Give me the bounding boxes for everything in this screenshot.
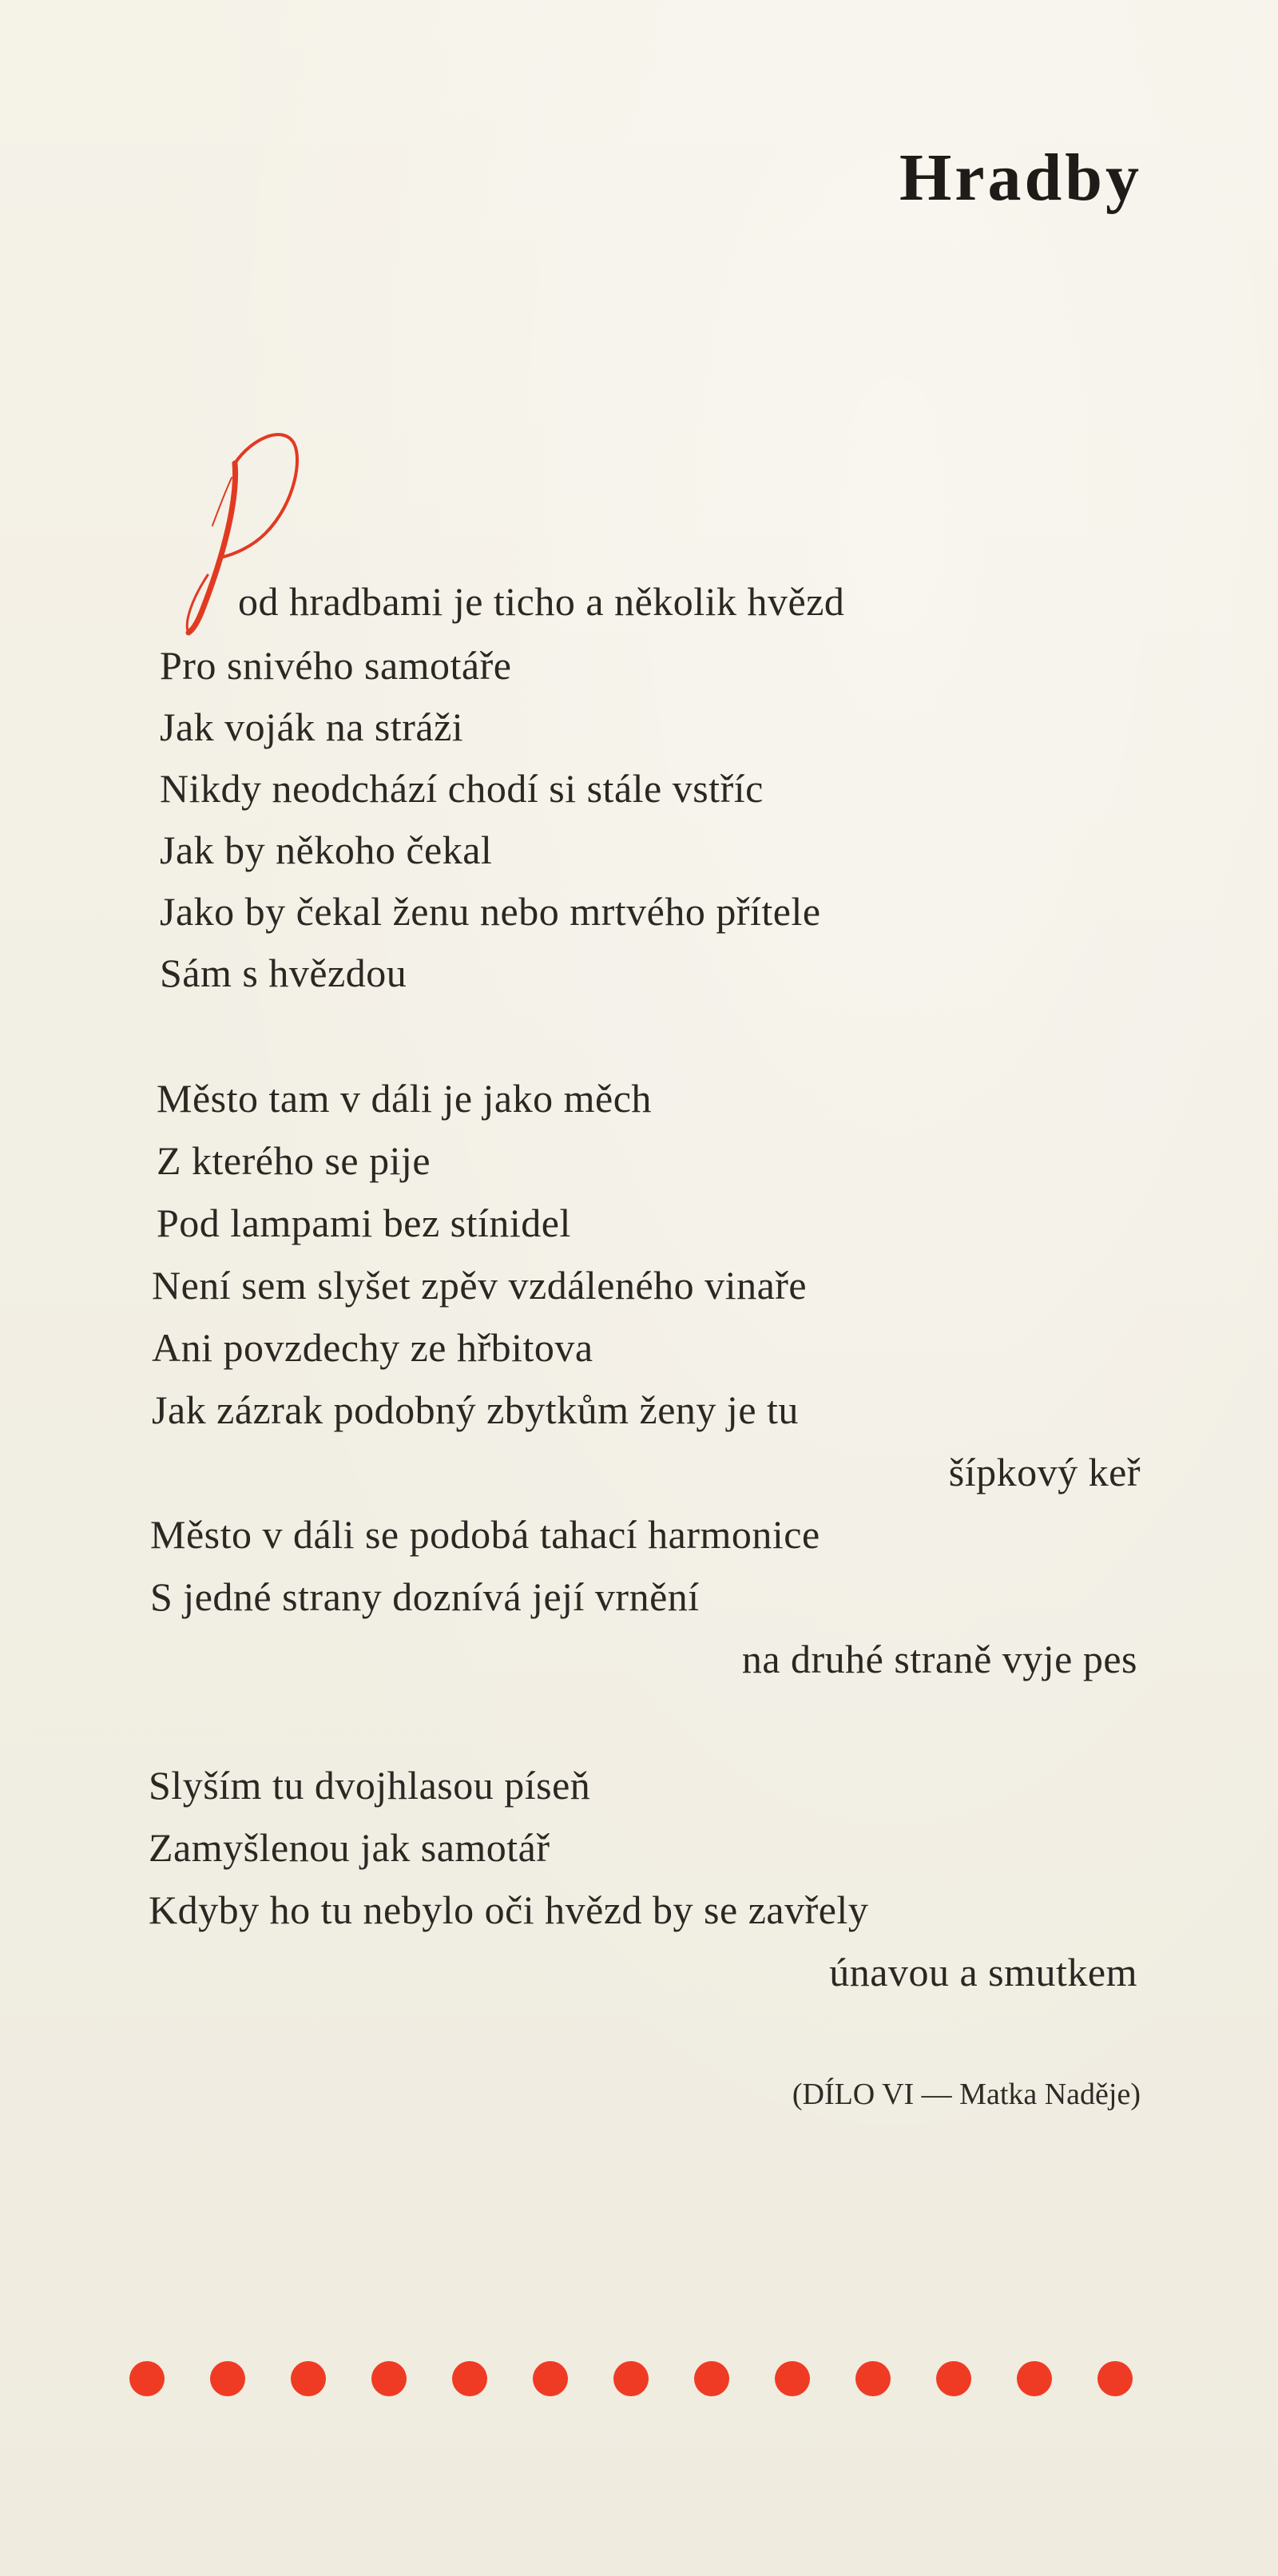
poem-line: od hradbami je ticho a několik hvězd xyxy=(238,579,845,624)
ornament-dot xyxy=(775,2361,810,2396)
ornament-dot xyxy=(129,2361,165,2396)
poem-line: Pro snivého samotáře xyxy=(160,643,512,688)
poem-line-continuation: únavou a smutkem xyxy=(829,1950,1137,1995)
ornament-dot xyxy=(210,2361,245,2396)
ornament-dot xyxy=(1017,2361,1052,2396)
ornament-dot xyxy=(613,2361,649,2396)
poem-line: Nikdy neodchází chodí si stále vstříc xyxy=(160,766,764,811)
poem-line: Sám s hvězdou xyxy=(160,951,407,995)
ornament-dot xyxy=(452,2361,487,2396)
poem-line: Jak by někoho čekal xyxy=(160,828,493,872)
ornament-dot xyxy=(855,2361,891,2396)
poem-line: Jak zázrak podobný zbytkům ženy je tu xyxy=(152,1387,799,1432)
poem-line: Město v dáli se podobá tahací harmonice xyxy=(150,1512,820,1557)
poem-line: S jedné strany doznívá její vrnění xyxy=(150,1574,700,1619)
poem-line: Jako by čekal ženu nebo mrtvého přítele xyxy=(160,889,821,934)
source-citation: (DÍLO VI — Matka Naděje) xyxy=(792,2078,1141,2111)
poem-line: Město tam v dáli je jako měch xyxy=(157,1076,652,1121)
ornament-dot xyxy=(1097,2361,1133,2396)
ornament-dot-row xyxy=(129,2361,1128,2409)
poem-line: Kdyby ho tu nebylo oči hvězd by se zavřely xyxy=(149,1887,869,1932)
poem-line: Ani povzdechy ze hřbitova xyxy=(152,1325,593,1370)
page-title: Hradby xyxy=(899,141,1142,216)
poem-line-continuation: na druhé straně vyje pes xyxy=(741,1637,1137,1681)
poem-line: Není sem slyšet zpěv vzdáleného vinaře xyxy=(152,1263,808,1308)
poem-line: Pod lampami bez stínidel xyxy=(157,1201,571,1245)
ornament-dot xyxy=(936,2361,971,2396)
ornament-dot xyxy=(533,2361,568,2396)
poem-line: Z kterého se pije xyxy=(157,1138,431,1183)
ornament-dot xyxy=(371,2361,407,2396)
poem-line-continuation: šípkový keř xyxy=(948,1450,1141,1494)
ornament-dot xyxy=(694,2361,729,2396)
poem-line: Jak voják na stráži xyxy=(160,705,464,749)
poem-line: Slyším tu dvojhlasou píseň xyxy=(149,1763,591,1808)
ornament-dot xyxy=(291,2361,326,2396)
poem-line: Zamyšlenou jak samotář xyxy=(149,1825,550,1870)
